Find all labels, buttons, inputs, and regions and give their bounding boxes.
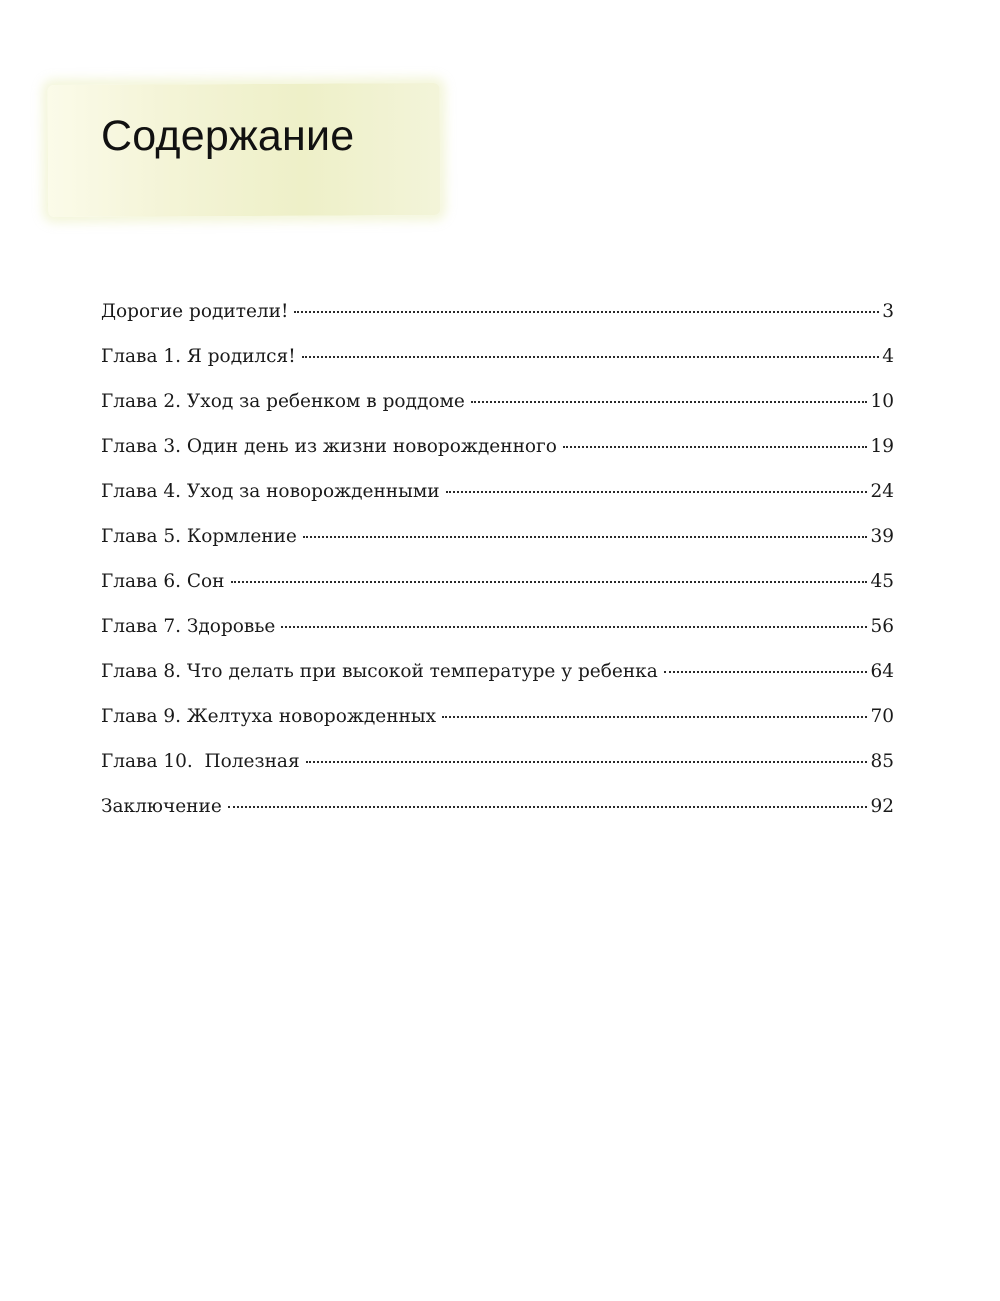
dot-leader: [294, 311, 879, 313]
toc-page-number: 85: [870, 751, 894, 772]
toc-page-number: 45: [870, 571, 894, 592]
toc-entry[interactable]: [101, 701, 894, 746]
toc-page-number: 70: [870, 706, 894, 727]
toc-entry-title: Глава 7. Здоровье: [101, 616, 276, 637]
dot-leader: [471, 401, 868, 403]
toc-entry-title: Глава 3. Один день из жизни новорожденного: [101, 436, 557, 457]
toc-entry[interactable]: [101, 431, 894, 476]
toc-entry-title: Глава 10. Полезная: [101, 751, 300, 772]
toc-page-number: 19: [870, 436, 894, 457]
toc-page-number: 3: [882, 301, 894, 322]
dot-leader: [664, 671, 868, 673]
toc-entry-title: Заключение: [101, 796, 222, 817]
toc-entry-title: Глава 5. Кормление: [101, 526, 297, 547]
toc-page-number: 10: [870, 391, 894, 412]
dot-leader: [306, 761, 868, 763]
toc-entry[interactable]: [101, 521, 894, 566]
toc-page-number: 92: [870, 796, 894, 817]
toc-page-number: 64: [870, 661, 894, 682]
dot-leader: [303, 536, 868, 538]
toc-entry[interactable]: [101, 386, 894, 431]
dot-leader: [231, 581, 868, 583]
toc-page-number: 24: [870, 481, 894, 502]
toc-entry[interactable]: [101, 746, 894, 791]
dot-leader: [302, 356, 880, 358]
toc-entry-title: Глава 2. Уход за ребенком в роддоме: [101, 391, 465, 412]
toc-entry[interactable]: [101, 296, 894, 341]
toc-entry-title: Глава 9. Желтуха новорожденных: [101, 706, 437, 727]
toc-entry[interactable]: [101, 791, 894, 836]
toc-entry-title: Дорогие родители!: [101, 301, 289, 322]
toc-entry[interactable]: [101, 566, 894, 611]
toc-entry[interactable]: [101, 476, 894, 521]
toc-page-number: 39: [870, 526, 894, 547]
toc-page-number: 56: [870, 616, 894, 637]
dot-leader: [281, 626, 867, 628]
dot-leader: [563, 446, 868, 448]
toc-page-number: 4: [882, 346, 894, 367]
table-of-contents: [101, 296, 894, 836]
toc-entry[interactable]: [101, 611, 894, 656]
toc-entry-title: Глава 8. Что делать при высокой температуре у ребенка: [101, 661, 658, 682]
dot-leader: [442, 716, 867, 718]
dot-leader: [228, 806, 868, 808]
toc-entry-title: Глава 6. Сон: [101, 571, 225, 592]
toc-entry-title: Глава 4. Уход за новорожденными: [101, 481, 440, 502]
toc-entry[interactable]: [101, 341, 894, 386]
dot-leader: [446, 491, 868, 493]
toc-entry-title: Глава 1. Я родился!: [101, 346, 296, 367]
page-title: Содержание: [101, 112, 355, 160]
toc-entry[interactable]: [101, 656, 894, 701]
